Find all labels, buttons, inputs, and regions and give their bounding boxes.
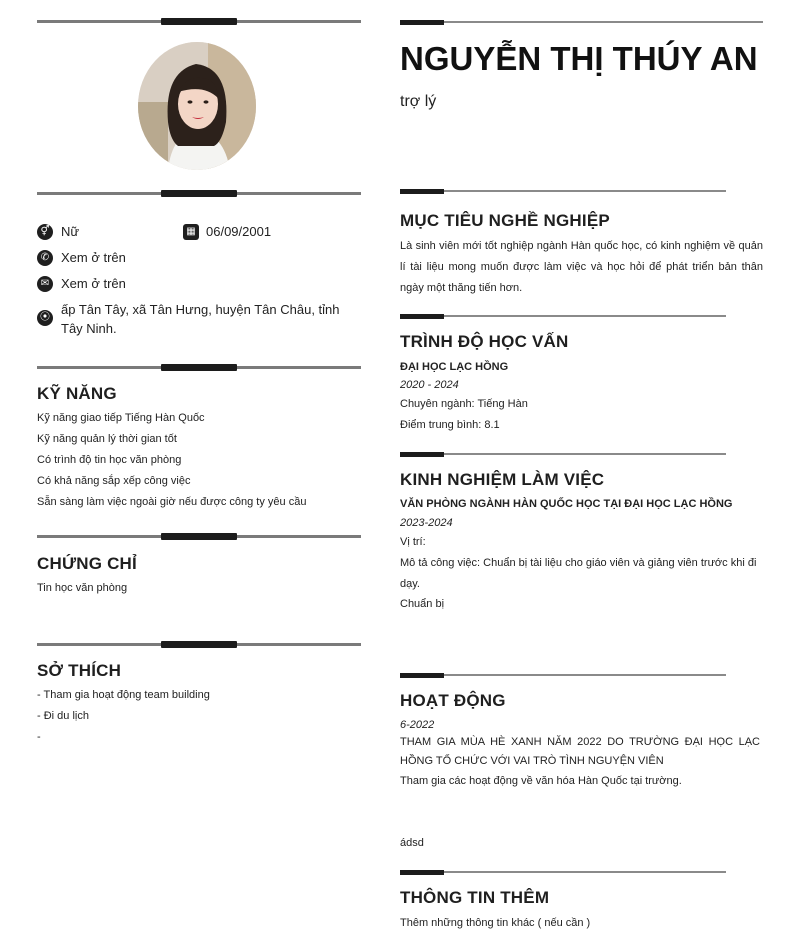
date-of-birth: 06/09/2001 (206, 224, 272, 239)
objective-title: MỤC TIÊU NGHỀ NGHIỆP (400, 211, 610, 230)
divider (400, 871, 726, 873)
calendar-icon: ▦ (183, 224, 199, 240)
hobbies-title: SỞ THÍCH (37, 661, 122, 680)
skills-title: KỸ NĂNG (37, 384, 117, 403)
skill-item: Kỹ năng giao tiếp Tiếng Hàn Quốc (37, 412, 205, 424)
divider (400, 21, 763, 23)
objective-text: Là sinh viên mới tốt nghiệp ngành Hàn quốc học, có kinh nghiệm về quản lí tài liệu mong muốn được làm việc và học hỏi để phát triển bản thân ngày một thăng tiến hơn. (400, 240, 763, 294)
education-major: Chuyên ngành: Tiếng Hàn (400, 398, 528, 410)
skill-item: Có trình độ tin học văn phòng (37, 454, 182, 466)
experience-role: Vị trí: (400, 536, 426, 548)
divider (37, 20, 361, 23)
education-title: TRÌNH ĐỘ HỌC VẤN (400, 332, 569, 351)
address: ấp Tân Tây, xã Tân Hưng, huyện Tân Châu, tỉnh Tây Ninh. (61, 302, 340, 336)
divider (400, 315, 726, 317)
email-icon: ✉ (37, 276, 53, 292)
full-name: NGUYỄN THỊ THÚY AN (400, 40, 758, 77)
more-info-text: Thêm những thông tin khác ( nếu cần ) (400, 917, 591, 929)
experience-org: VĂN PHÒNG NGÀNH HÀN QUỐC HỌC TẠI ĐẠI HỌC LẠC HỒNG (400, 498, 733, 510)
skill-item: Có khả năng sắp xếp công việc (37, 475, 191, 487)
hobby-item: - Đi du lịch (37, 710, 89, 722)
avatar (138, 42, 256, 170)
phone: Xem ở trên (61, 250, 126, 265)
experience-period: 2023-2024 (400, 517, 453, 529)
education-gpa: Điểm trung bình: 8.1 (400, 419, 500, 431)
position-title: trợ lý (400, 93, 437, 110)
divider (37, 192, 361, 195)
divider (37, 643, 361, 646)
divider (37, 535, 361, 538)
skill-item: Sẵn sàng làm việc ngoài giờ nếu được công ty yêu cầu (37, 496, 307, 508)
divider (400, 674, 726, 676)
hobby-item: - Tham gia hoạt động team building (37, 689, 210, 701)
activity-name: THAM GIA MÙA HÈ XANH NĂM 2022 DO TRƯỜNG ĐẠI HỌC LẠC HỒNG TỔ CHỨC VỚI VAI TRÒ TÌNH NGUYỆN VIÊN (400, 736, 760, 767)
skill-item: Kỹ năng quản lý thời gian tốt (37, 433, 177, 445)
experience-extra: Chuẩn bị (400, 598, 445, 610)
school-name: ĐẠI HỌC LẠC HỒNG (400, 361, 509, 373)
activity-period: 6-2022 (400, 719, 435, 731)
activities-title: HOẠT ĐỘNG (400, 691, 506, 710)
divider (37, 366, 361, 369)
activity-desc: Tham gia các hoạt động về văn hóa Hàn Quốc tại trường. (400, 775, 682, 787)
more-info-title: THÔNG TIN THÊM (400, 888, 550, 907)
location-icon: ⦿ (37, 310, 53, 326)
gender-icon: ⚥ (37, 224, 53, 240)
activity-note: ádsd (400, 837, 424, 849)
experience-desc: Mô tả công việc: Chuẩn bị tài liệu cho giáo viên và giảng viên trước khi đi dạy. (400, 557, 757, 590)
divider (400, 190, 726, 192)
gender: Nữ (61, 224, 80, 239)
hobby-item: - (37, 731, 41, 743)
divider (400, 453, 726, 455)
phone-icon: ✆ (37, 250, 53, 266)
certificate-item: Tin học văn phòng (37, 582, 128, 594)
certificates-title: CHỨNG CHỈ (37, 554, 137, 573)
experience-title: KINH NGHIỆM LÀM VIỆC (400, 470, 605, 489)
email: Xem ở trên (61, 276, 126, 291)
education-period: 2020 - 2024 (400, 379, 459, 391)
